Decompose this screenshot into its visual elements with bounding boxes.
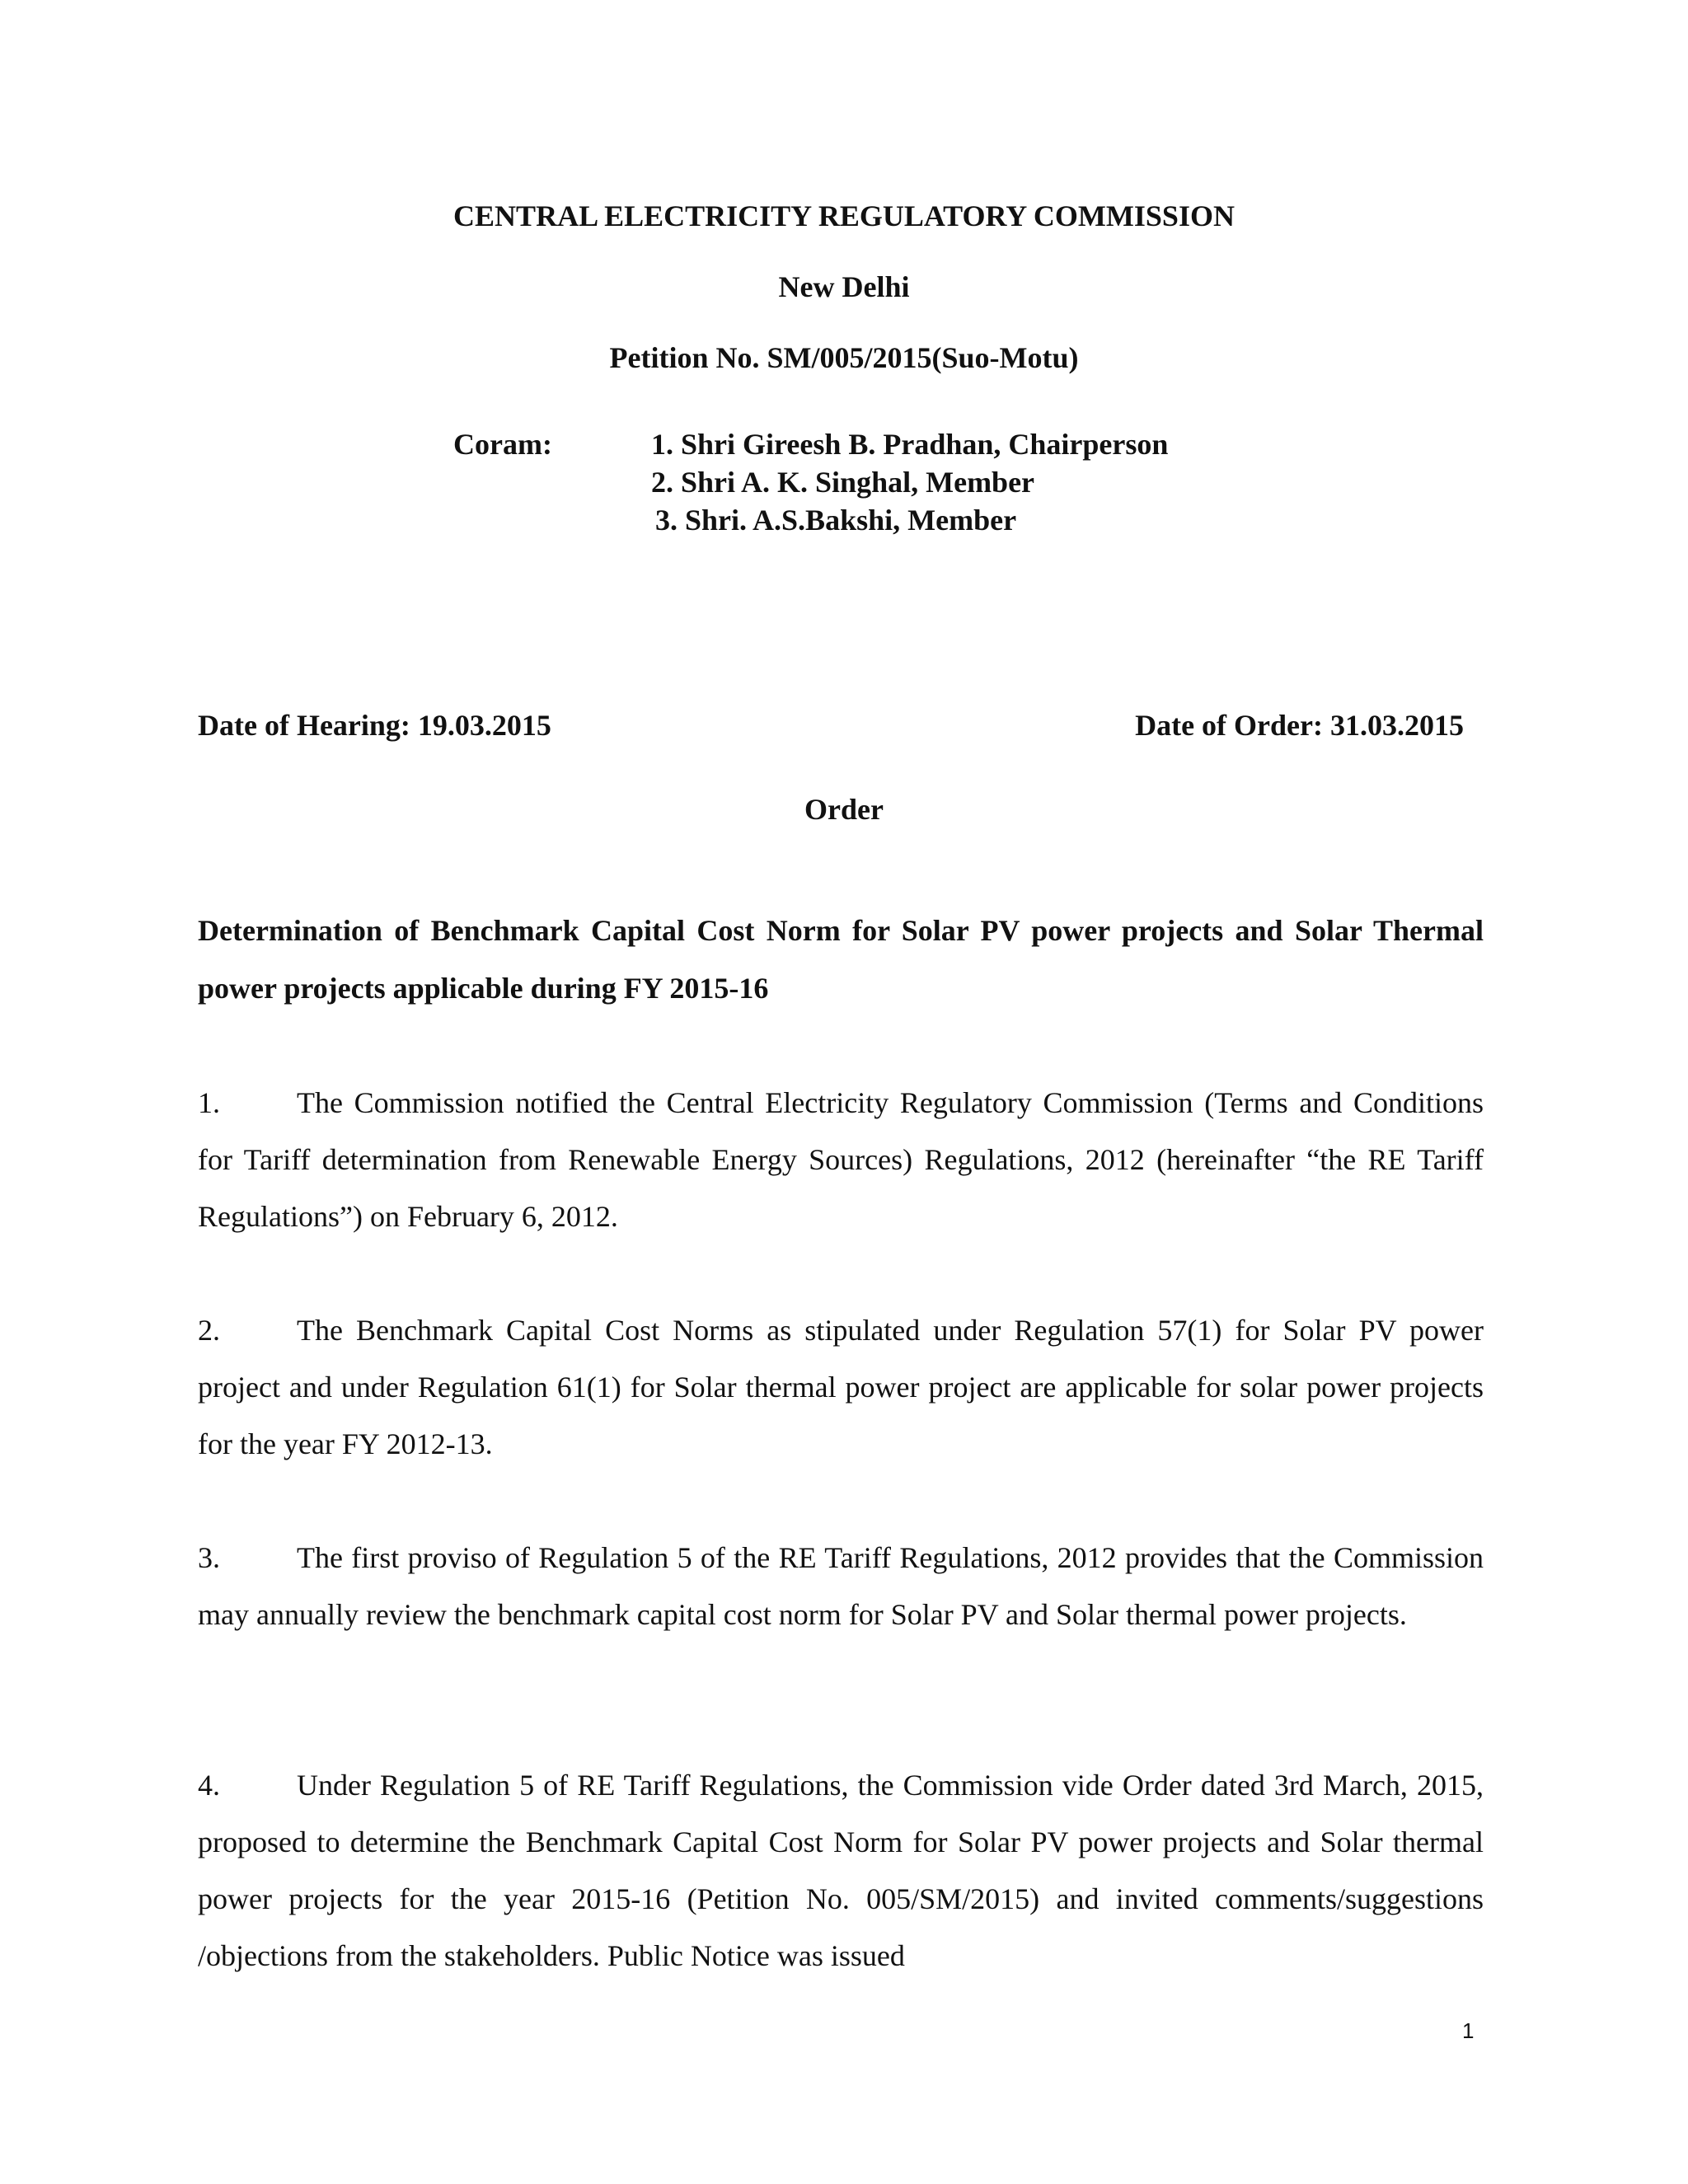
coram-member-list xyxy=(651,425,1168,539)
subject-heading: Determination of Benchmark Capital Cost Norm for Solar PV power projects and Solar Thermal power projects applicable during FY 2015-16 xyxy=(198,914,1484,1005)
order-heading: Order xyxy=(804,793,884,826)
paragraph-number: 4. xyxy=(198,1769,220,1802)
date-of-order: Date of Order: 31.03.2015 xyxy=(1135,709,1464,742)
coram-member: 2. Shri A. K. Singhal, Member xyxy=(651,466,1035,499)
coram-member: 3. Shri. A.S.Bakshi, Member xyxy=(655,504,1017,537)
paragraph xyxy=(198,1302,1484,1473)
paragraph xyxy=(198,1757,1484,1985)
city-name: New Delhi xyxy=(778,270,910,303)
paragraph-text: The Commission notified the Central Electricity Regulatory Commission (Terms and Conditions for Tariff determination from Renewable Energy Sources) Regulations, 2012 (hereinafter “the RE Tariff Regulations”) on February 6, 2012. xyxy=(198,1086,1484,1233)
paragraph-text: Under Regulation 5 of RE Tariff Regulations, the Commission vide Order dated 3rd March, 2015, proposed to determine the Benchmark Capital Cost Norm for Solar PV power projects and Solar thermal power projects for the year 2015-16 (Petition No. 005/SM/2015) and invited comments/suggestions /objections from the stakeholders. Public Notice was issued xyxy=(198,1769,1484,1972)
coram-member: 1. Shri Gireesh B. Pradhan, Chairperson xyxy=(651,428,1169,461)
commission-title: CENTRAL ELECTRICITY REGULATORY COMMISSION xyxy=(453,199,1235,232)
date-of-hearing: Date of Hearing: 19.03.2015 xyxy=(198,709,551,742)
paragraph-number: 2. xyxy=(198,1314,220,1347)
paragraph xyxy=(198,1075,1484,1245)
paragraph xyxy=(198,1530,1484,1643)
paragraph-text: The first proviso of Regulation 5 of the RE Tariff Regulations, 2012 provides that the Commission may annually review the benchmark capital cost norm for Solar PV and Solar thermal power projects. xyxy=(198,1541,1484,1631)
petition-number: Petition No. SM/005/2015(Suo-Motu) xyxy=(609,341,1079,374)
paragraph-number: 1. xyxy=(198,1086,220,1119)
coram-label: Coram: xyxy=(453,428,552,461)
paragraph-number: 3. xyxy=(198,1541,220,1574)
page-number: 1 xyxy=(1462,2018,1475,2043)
paragraph-text: The Benchmark Capital Cost Norms as stipulated under Regulation 57(1) for Solar PV power project and under Regulation 61(1) for Solar thermal power project are applicable for solar power projects for the year FY 2012-13. xyxy=(198,1314,1484,1460)
